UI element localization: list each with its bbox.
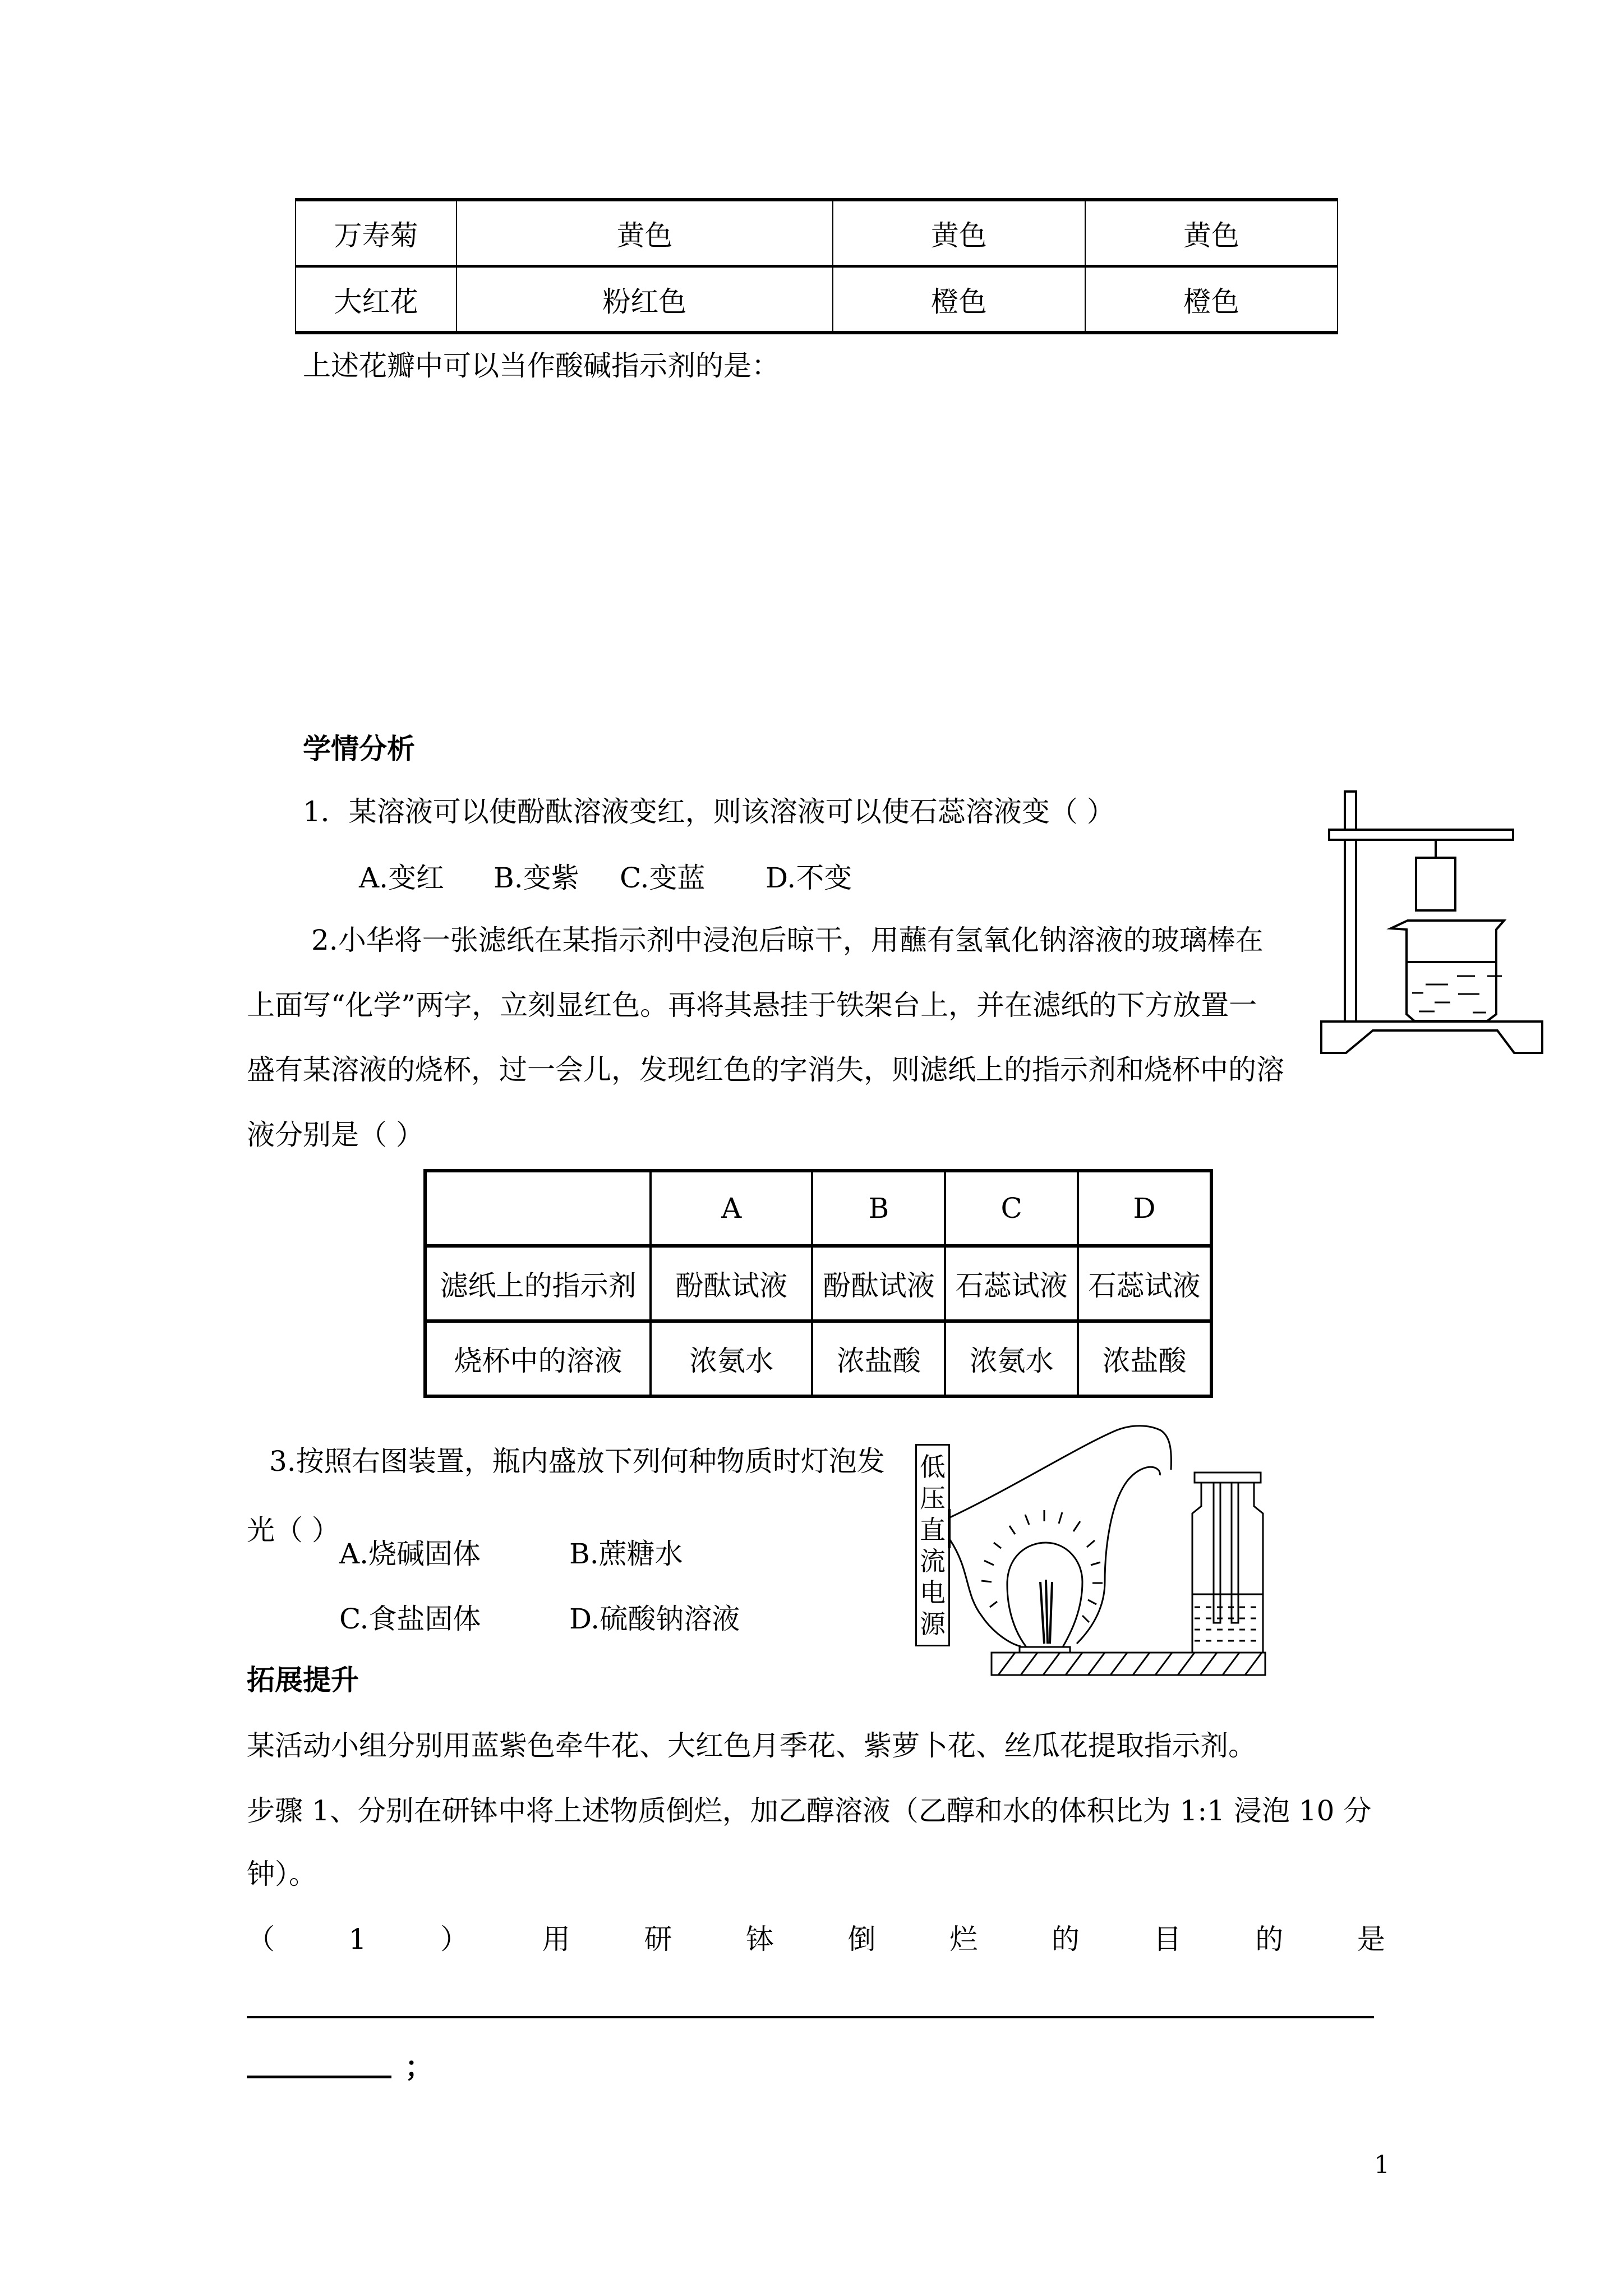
section-title-extension: 拓展提升 [247, 1664, 359, 1696]
table-cell: 石蕊试液 [945, 1246, 1078, 1321]
header-cell: D [1078, 1171, 1211, 1246]
power-label-char: 电 [920, 1577, 946, 1608]
power-label-char: 直 [920, 1514, 946, 1545]
table-cell: 浓氨水 [651, 1321, 812, 1396]
q1-option-b: B.变紫 [494, 862, 579, 894]
electrodes [1214, 1483, 1238, 1623]
table-cell: 石蕊试液 [1078, 1246, 1211, 1321]
ext-q1 [247, 1925, 1385, 1953]
indicator-question: 上述花瓣中可以当作酸碱指示剂的是： [303, 349, 780, 382]
table-cell: 浓盐酸 [812, 1321, 945, 1396]
blank-semicolon: ； [405, 2051, 433, 2083]
q1-option-c: C.变蓝 [620, 862, 706, 894]
q-char: 钵 [746, 1923, 774, 1955]
q1-option-d: D.不变 [766, 862, 852, 894]
color-cell: 粉红色 [457, 266, 833, 333]
q2-line: 2.小华将一张滤纸在某指示剂中浸泡后晾干，用蘸有氢氧化钠溶液的玻璃棒在 [311, 924, 1264, 956]
beaker [1391, 921, 1504, 1021]
table-row [425, 1171, 1211, 1246]
table-cell: 酚酞试液 [812, 1246, 945, 1321]
ext-step1-cont: 钟）。 [247, 1858, 317, 1890]
q2-line: 液分别是（ ） [247, 1119, 424, 1151]
header-cell: A [651, 1171, 812, 1246]
color-cell: 橙色 [1085, 266, 1338, 333]
stand-base [1321, 1022, 1542, 1053]
power-supply-box [915, 1444, 950, 1646]
q-char: 用 [542, 1923, 570, 1955]
header-cell: C [945, 1171, 1078, 1246]
table-row [425, 1321, 1211, 1396]
filter-paper [1416, 858, 1455, 910]
flower-name: 大红花 [296, 266, 457, 333]
ext-intro: 某活动小组分别用蓝紫色牵牛花、大红色月季花、紫萝卜花、丝瓜花提取指示剂。 [247, 1729, 1256, 1762]
q-char: 研 [644, 1923, 672, 1955]
q-char: 的 [1051, 1923, 1080, 1955]
answer-blank-line[interactable] [247, 2016, 1374, 2018]
q3-option-d: D.硫酸钠溶液 [569, 1603, 740, 1635]
q2-line: 盛有某溶液的烧杯，过一会儿，发现红色的字消失，则滤纸上的指示剂和烧杯中的溶 [247, 1053, 1284, 1086]
q-char: 是 [1357, 1923, 1385, 1955]
header-cell: B [812, 1171, 945, 1246]
stand-rod [1345, 792, 1356, 1022]
q3-option-c: C.食盐固体 [339, 1603, 481, 1635]
iron-stand-figure [1307, 783, 1610, 1153]
q-char: 倒 [847, 1923, 876, 1955]
color-cell: 黄色 [1085, 200, 1338, 266]
power-label-char: 源 [920, 1608, 946, 1639]
power-label-char: 低 [920, 1451, 946, 1482]
q3-stem-cont: 光（ ） [247, 1514, 340, 1547]
flower-color-table [295, 198, 1338, 334]
bottle-body [1192, 1483, 1263, 1653]
bottle-stopper [1195, 1473, 1261, 1483]
q2-line: 上面写“化学”两字，立刻显红色。再将其悬挂于铁架台上，并在滤纸的下方放置一 [247, 989, 1257, 1022]
wire-mid [1077, 1467, 1160, 1644]
q-char: （ [247, 1923, 275, 1955]
q3-stem: 3.按照右图装置，瓶内盛放下列何种物质时灯泡发 [269, 1445, 885, 1478]
answer-blank-short[interactable] [247, 2076, 391, 2078]
table-row [296, 200, 1338, 266]
wire-left [950, 1540, 1021, 1646]
q-char: 1 [348, 1923, 367, 1955]
table-cell: 浓氨水 [945, 1321, 1078, 1396]
color-cell: 黄色 [457, 200, 833, 266]
q3-option-b: B.蔗糖水 [569, 1538, 683, 1570]
header-cell [425, 1171, 651, 1246]
q1-option-a: A.变红 [359, 862, 445, 894]
q-char: ） [440, 1923, 469, 1955]
page-number: 1 [1374, 2151, 1390, 2179]
section-title-analysis: 学情分析 [303, 733, 415, 765]
ext-step1: 步骤 1、分别在研钵中将上述物质倒烂，加乙醇溶液（乙醇和水的体积比为 1:1 浸泡 10 分 [247, 1795, 1372, 1827]
table-cell: 浓盐酸 [1078, 1321, 1211, 1396]
flower-name: 万寿菊 [296, 200, 457, 266]
color-cell: 橙色 [833, 266, 1085, 333]
bulb-filament [1040, 1580, 1052, 1644]
q3-option-a: A.烧碱固体 [339, 1538, 481, 1570]
row-label: 滤纸上的指示剂 [425, 1246, 651, 1321]
power-label-char: 流 [920, 1545, 946, 1576]
row-label: 烧杯中的溶液 [425, 1321, 651, 1396]
color-cell: 黄色 [833, 200, 1085, 266]
stand-arm [1329, 830, 1513, 840]
platform-hatch [998, 1653, 1262, 1675]
bottle-liquid-lines [1195, 1607, 1262, 1641]
power-label-char: 压 [920, 1483, 946, 1513]
bulb [1007, 1543, 1082, 1647]
table-row [425, 1246, 1211, 1321]
q1-stem: 1．某溶液可以使酚酞溶液变红，则该溶液可以使石蕊溶液变（ ） [303, 795, 1115, 828]
q-char: 目 [1153, 1923, 1182, 1955]
table-cell: 酚酞试液 [651, 1246, 812, 1321]
table-row [296, 266, 1338, 333]
q-char: 的 [1255, 1923, 1284, 1955]
conductivity-circuit-figure [948, 1414, 1430, 1694]
q-char: 烂 [949, 1923, 978, 1955]
q2-options-table [423, 1169, 1213, 1398]
